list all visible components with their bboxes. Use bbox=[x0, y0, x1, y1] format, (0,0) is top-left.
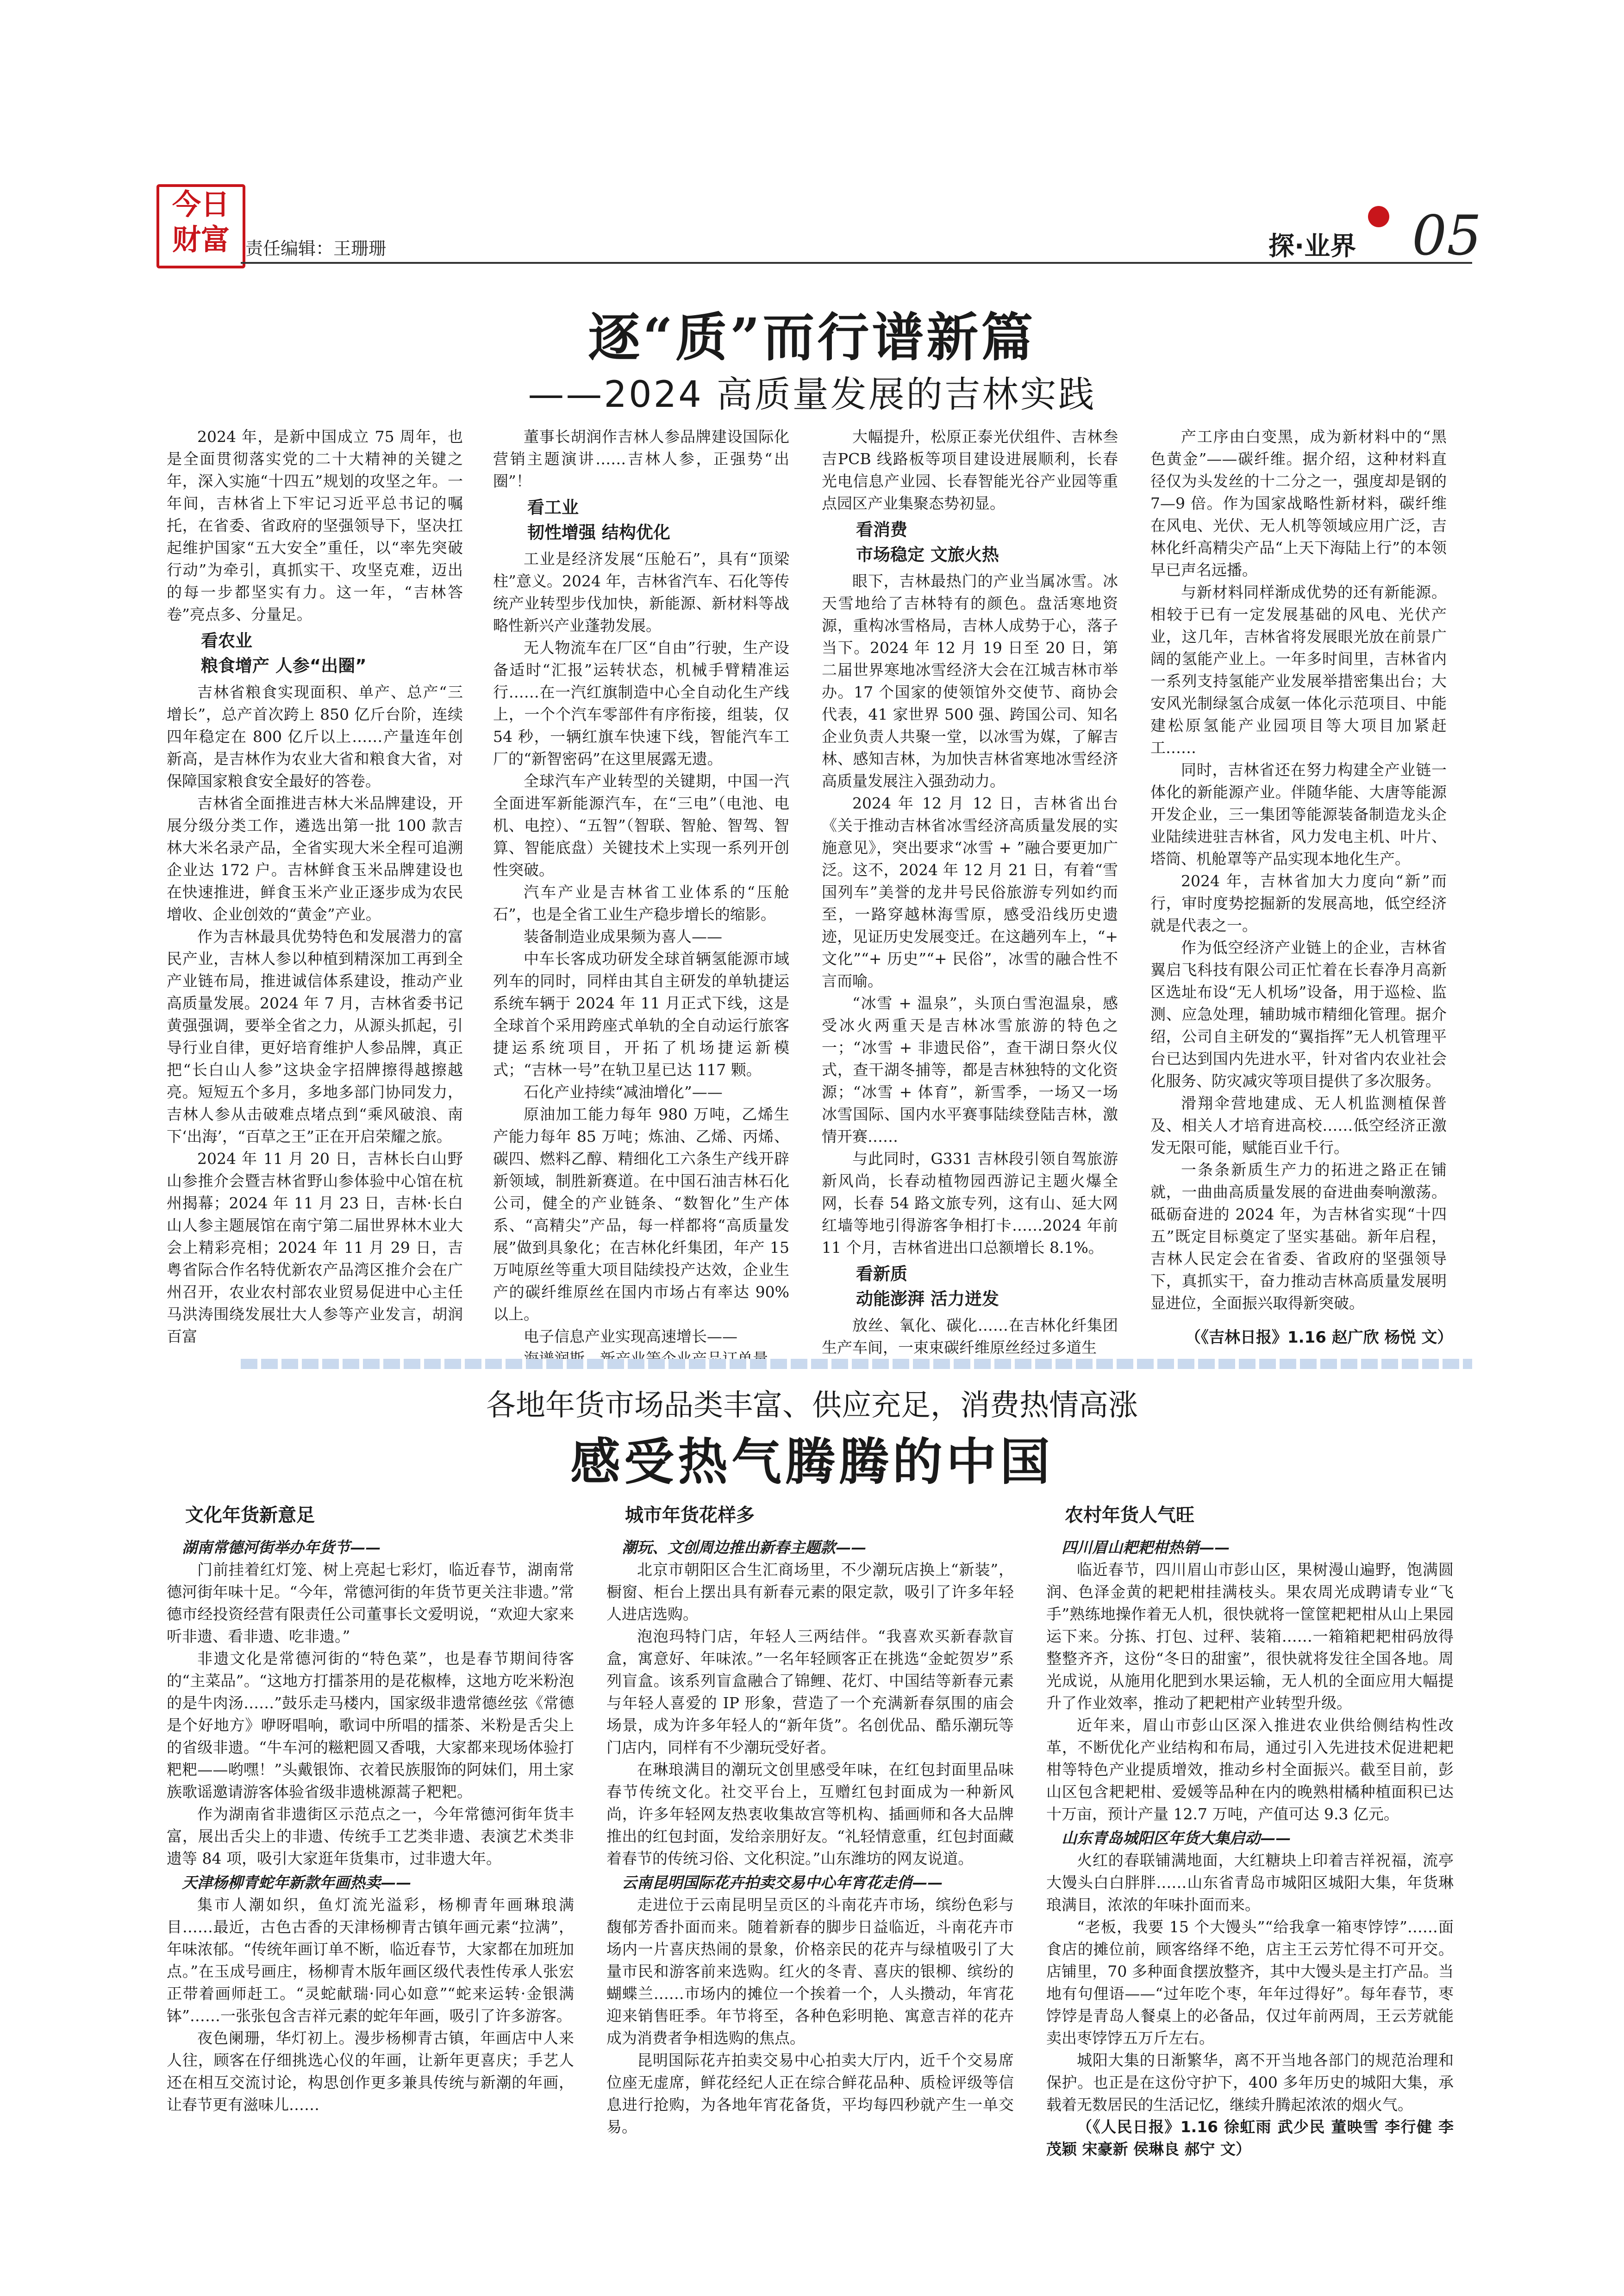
paragraph: 近年来，眉山市彭山区深入推进农业供给侧结构性改革，不断优化产业结构和布局，通过引入先进技术促进耙耙柑等特色产业提质增效，推动乡村全面振兴。截至目前，彭山区包含耙耙柑、爱媛等品种在内的晚熟柑橘种植面积已达十万亩，预计产量 12.7 万吨，产值可达 9.3 亿元。 bbox=[1046, 1716, 1454, 1823]
article1-column-4 bbox=[1150, 426, 1447, 1314]
article2-column-3 bbox=[1046, 1504, 1454, 2160]
subhead: 动能澎湃 活力迸发 bbox=[856, 1289, 999, 1309]
paragraph: 中车长客成功研发全球首辆氢能源市域列车的同时，同样由其自主研发的单轨捷运系统车辆于 2024 年 11 月正式下线，这是全球首个采用跨座式单轨的全自动运行旅客捷运系统项目，开拓了机场捷运新模式；“吉林一号”在轨卫星已达 117 颗。 bbox=[493, 950, 789, 1079]
editor-credit: 责任编辑：王珊珊 bbox=[245, 238, 387, 259]
paragraph: 董事长胡润作吉林人参品牌建设国际化营销主题演讲……吉林人参，正强势“出圈”！ bbox=[493, 428, 789, 490]
paragraph: 2024 年 12 月 12 日，吉林省出台《关于推动吉林省冰雪经济高质量发展的实施意见》，突出要求“冰雪 + ”融合要更加广泛。这不，2024 年 12 月 21 日，有着“雪国列车”美誉的龙井号民俗旅游专列如约而至，一路穿越林海雪原，感受沿线历史遗迹，见证历史发展变迁。在这趟列车上，“+ 文化”“+ 历史”“+ 民俗”，冰雪的融合性不言而喻。 bbox=[822, 794, 1118, 990]
paragraph: 石化产业持续“减油增化”—— bbox=[524, 1083, 723, 1101]
article1-subtitle: ——2024 高质量发展的吉林实践 bbox=[528, 374, 1096, 416]
paragraph: 城阳大集的日渐繁华，离不开当地各部门的规范治理和保护。也正是在这份守护下，400 多年历史的城阳大集，承载着无数居民的生活记忆，继续升腾起浓浓的烟火气。 bbox=[1046, 2051, 1454, 2114]
paragraph: 吉林省粮食实现面积、单产、总产“三增长”，总产首次跨上 850 亿斤台阶，连续四年稳定在 800 亿斤以上……产量连年创新高，是吉林作为农业大省和粮食大省，对保障国家粮食安全最好的答卷。 bbox=[167, 683, 463, 790]
paragraph: 电子信息产业实现高速增长—— bbox=[524, 1327, 737, 1345]
paragraph: 门前挂着红灯笼、树上亮起七彩灯，临近春节，湖南常德河街年味十足。“今年，常德河街的年货节更关注非遗。”常德市经投资经营有限责任公司董事长文爱明说，“欢迎大家来听非遗、看非遗、吃非遗。” bbox=[167, 1561, 574, 1645]
article1-title: 逐“质”而行谱新篇 bbox=[588, 307, 1036, 368]
item-heading: 天津杨柳青蛇年新款年画热卖—— bbox=[182, 1873, 411, 1892]
paragraph: “冰雪 + 温泉”，头顶白雪泡温泉，感受冰火两重天是吉林冰雪旅游的特色之一；“冰雪 + 非遗民俗”，查干湖日祭火仪式，查干湖冬捕等，都是吉林独特的文化资源；“冰雪 + 体育”，新雪季，一场又一场冰雪国际、国内水平赛事陆续登陆吉林，激情开赛…… bbox=[822, 994, 1118, 1145]
paragraph: 临近春节，四川眉山市彭山区，果树漫山遍野，饱满圆润、色泽金黄的耙耙柑挂满枝头。果农周光成聘请专业“飞手”熟练地操作着无人机，很快就将一筐筐耙耙柑从山上果园运下来。分拣、打包、过秤、装箱……一箱箱耙耙柑码放得整整齐齐，这份“冬日的甜蜜”，很快就将发往全国各地。周光成说，从施用化肥到水果运输，无人机的全面应用大幅提升了作业效率，推动了耙耙柑产业转型升级。 bbox=[1046, 1561, 1454, 1712]
paragraph: 作为低空经济产业链上的企业，吉林省翼启飞科技有限公司正忙着在长春净月高新区选址布设“无人机场”设备，用于巡检、监测、应急处理，辅助城市精细化管理。据介绍，公司自主研发的“翼指挥”无人机管理平台已达到国内先进水平，针对省内农业社会化服务、防灾减灾等项目提供了多次服务。 bbox=[1150, 939, 1447, 1090]
subhead: 看农业 bbox=[201, 631, 252, 651]
article1-column-3 bbox=[822, 426, 1118, 1359]
article2-kicker: 各地年货市场品类丰富、供应充足，消费热情高涨 bbox=[486, 1388, 1138, 1423]
paragraph: 汽车产业是吉林省工业体系的“压舱石”，也是全省工业生产稳步增长的缩影。 bbox=[493, 883, 789, 923]
subhead: 看新质 bbox=[856, 1264, 907, 1284]
article2-column-1 bbox=[167, 1504, 574, 2116]
paragraph: 滑翔伞营地建成、无人机监测植保普及、相关人才培育进高校……低空经济正激发无限可能，赋能百业千行。 bbox=[1150, 1094, 1447, 1157]
paragraph: 无人物流车在厂区“自由”行驶，生产设备适时“汇报”运转状态，机械手臂精准运行……在一汽红旗制造中心全自动化生产线上，一个个汽车零部件有序衔接，组装，仅 54 秒，一辆红旗车快速下线，智能汽车工厂的“新智密码”在这里展露无遗。 bbox=[493, 639, 789, 768]
paragraph: 2024 年，是新中国成立 75 周年，也是全面贯彻落实党的二十大精神的关键之年，深入实施“十四五”规划的攻坚之年。一年间，吉林省上下牢记习近平总书记的嘱托，在省委、省政府的坚强领导下，坚决扛起维护国家“五大安全”重任，以“率先突破行动”为牵引，真抓实干、攻坚克难，迈出的每一步都坚实有力。这一年，“吉林答卷”亮点多、分量足。 bbox=[167, 428, 463, 623]
item-heading: 湖南常德河街举办年货节—— bbox=[182, 1538, 381, 1556]
page-number: 05 bbox=[1412, 204, 1482, 268]
item-heading: 山东青岛城阳区年货大集启动—— bbox=[1062, 1829, 1291, 1847]
article1-byline: （《吉林日报》1.16 赵广欣 杨悦 文） bbox=[1185, 1328, 1453, 1347]
article1-column-1 bbox=[167, 426, 463, 1348]
paragraph: 火红的春联铺满地面，大红糖块上印着吉祥祝福，流亭大馒头白白胖胖……山东省青岛市城阳区城阳大集，年货琳琅满目，浓浓的年味扑面而来。 bbox=[1046, 1851, 1454, 1914]
section-label: 探·业界 bbox=[1268, 231, 1356, 261]
paragraph: 集市人潮如织，鱼灯流光溢彩，杨柳青年画琳琅满目……最近，古色古香的天津杨柳青古镇年画元素“拉满”，年味浓郁。“传统年画订单不断，临近春节，大家都在加班加点。”在玉成号画庄，杨柳青木版年画区级代表性传承人张宏正带着画师赶工。“灵蛇献瑞·同心如意”“蛇来运转·金银满钵”……一张张包含吉祥元素的蛇年年画，吸引了许多游客。 bbox=[167, 1896, 574, 2025]
paragraph: 与新材料同样渐成优势的还有新能源。相较于已有一定发展基础的风电、光伏产业，这几年，吉林省将发展眼光放在前景广阔的氢能产业上。一年多时间里，吉林省内一系列支持氢能产业发展举措密集出台；大安风光制绿氢合成氨一体化示范项目、中能建松原氢能产业园项目等大项目加紧赶工…… bbox=[1150, 583, 1447, 757]
paragraph: 昆明国际花卉拍卖交易中心拍卖大厅内，近千个交易席位座无虚席，鲜花经纪人正在综合鲜花品种、质检评级等信息进行抢购，为各地年宵花备货，平均每四秒就产生一单交易。 bbox=[606, 2051, 1014, 2136]
paragraph: 眼下，吉林最热门的产业当属冰雪。冰天雪地给了吉林特有的颜色。盘活寒地资源，重构冰雪格局，吉林人成势于心，落子当下。2024 年 12 月 19 日至 20 日，第二届世界寒地冰雪经济大会在江城吉林市举办。17 个国家的使领馆外交使节、商协会代表，41 家世界 500 强、跨国公司、知名企业负责人共聚一堂，以冰雪为媒，了解吉林、感知吉林，为加快吉林省寒地冰雪经济高质量发展注入强劲动力。 bbox=[822, 572, 1118, 790]
subhead: 粮食增产 人参“出圈” bbox=[201, 656, 367, 676]
subhead: 市场稳定 文旅火热 bbox=[856, 545, 999, 565]
paragraph: 工业是经济发展“压舱石”，具有“顶梁柱”意义。2024 年，吉林省汽车、石化等传统产业转型步伐加快，新能源、新材料等战略性新兴产业蓬勃发展。 bbox=[493, 550, 789, 635]
section-divider bbox=[241, 1359, 1472, 1369]
paragraph: 夜色阑珊，华灯初上。漫步杨柳青古镇，年画店中人来人往，顾客在仔细挑选心仪的年画，让新年更喜庆；手艺人还在相互交流讨论，构思创作更多兼具传统与新潮的年画，让春节更有滋味儿…… bbox=[167, 2029, 574, 2114]
paragraph: 走进位于云南昆明呈贡区的斗南花卉市场，缤纷色彩与馥郁芳香扑面而来。随着新春的脚步日益临近，斗南花卉市场内一片喜庆热闹的景象，价格亲民的花卉与绿植吸引了大量市民和游客前来选购。红火的冬青、喜庆的银柳、缤纷的蝴蝶兰……市场内的摊位一个挨着一个，人头攒动，年宵花迎来销售旺季。年节将至，各种色彩明艳、寓意吉祥的花卉成为消费者争相选购的焦点。 bbox=[606, 1896, 1014, 2047]
paragraph: 吉林省全面推进吉林大米品牌建设，开展分级分类工作，遴选出第一批 100 款吉林大米名录产品，全省实现大米全程可追溯企业达 172 户。吉林鲜食玉米品牌建设也在快速推进，鲜食玉米产业正逐步成为农民增收、企业创效的“黄金”产业。 bbox=[167, 794, 463, 923]
subhead: 看工业 bbox=[527, 498, 579, 517]
paragraph: 2024 年，吉林省加大力度向“新”而行，审时度势挖掘新的发展高地，低空经济就是代表之一。 bbox=[1150, 872, 1447, 934]
paragraph: 大幅提升，松原正泰光伏组件、吉林叁吉PCB 线路板等项目建设进展顺利，长春光电信息产业园、长春智能光谷产业园等重点园区产业集聚态势初显。 bbox=[822, 428, 1118, 512]
section-dot-icon bbox=[1368, 206, 1389, 227]
subhead: 韧性增强 结构优化 bbox=[527, 523, 670, 542]
item-heading: 潮玩、文创周边推出新春主题款—— bbox=[622, 1538, 866, 1556]
paragraph: 作为湖南省非遗街区示范点之一，今年常德河街年货丰富，展出舌尖上的非遗、传统手工艺类非遗、表演艺术类非遗等 84 项，吸引大家逛年货集市，过非遗大年。 bbox=[167, 1805, 574, 1867]
paragraph: 同时，吉林省还在努力构建全产业链一体化的新能源产业。伴随华能、大唐等能源开发企业，三一集团等能源装备制造龙头企业陆续进驻吉林省，风力发电主机、叶片、塔筒、机舱罩等产品实现本地化生产。 bbox=[1150, 761, 1447, 868]
article2-title: 感受热气腾腾的中国 bbox=[570, 1433, 1054, 1491]
column-heading: 农村年货人气旺 bbox=[1065, 1505, 1194, 1526]
paragraph: 一条条新质生产力的拓进之路正在铺就，一曲曲高质量发展的奋进曲奏响激荡。砥砺奋进的 2024 年，为吉林省实现“十四五”既定目标奠定了坚实基础。新年启程，吉林人民定会在省委、省政府的坚强领导下，真抓实干，奋力推动吉林高质量发展明显进位，全面振兴取得新突破。 bbox=[1150, 1161, 1447, 1312]
paragraph: “老板，我要 15 个大馒头”“给我拿一箱枣饽饽”……面食店的摊位前，顾客络绎不绝，店主王云芳忙得不可开交。店铺里，70 多种面食摆放整齐，其中大馒头是主打产品。当地有句俚语——“过年吃个枣，年年过得好”。每年春节，枣饽饽是青岛人餐桌上的必备品，仅过年前两周，王云芳就能卖出枣饽饽五万斤左右。 bbox=[1046, 1918, 1454, 2047]
item-heading: 四川眉山耙耙柑热销—— bbox=[1062, 1538, 1230, 1556]
paragraph: 产工序由白变黑，成为新材料中的“黑色黄金”——碳纤维。据介绍，这种材料直径仅为头发丝的十二分之一，强度却是钢的 7—9 倍。作为国家战略性新材料，碳纤维在风电、光伏、无人机等领域应用广泛，吉林化纤高精尖产品“上天下海陆上行”的本领早已声名远播。 bbox=[1150, 428, 1447, 579]
paragraph: 2024 年 11 月 20 日，吉林长白山野山参推介会暨吉林省野山参体验中心馆在杭州揭幕；2024 年 11 月 23 日，吉林·长白山人参主题展馆在南宁第二届世界林木业大会上精彩亮相；2024 年 11 月 29 日，吉粤省际合作名特优新农产品湾区推介会在广州召开，农业农村部农业贸易促进中心主任马洪涛围绕发展壮大人参等产业发言，胡润百富 bbox=[167, 1150, 463, 1345]
paragraph: 非遗文化是常德河街的“特色菜”，也是春节期间待客的“主菜品”。“这地方打擂茶用的是花椒棒，这地方吃米粉泡的是牛肉汤……”鼓乐走马楼内，国家级非遗常德丝弦《常德是个好地方》咿呀唱响，歌词中所唱的擂茶、米粉是舌尖上的省级非遗。“牛车河的糍粑圆又香哦，大家都来现场体验打粑粑——哟嘿！”头戴银饰、衣着民族服饰的阿妹们，用土家族歌谣邀请游客体验省级非遗桃源蒿子粑粑。 bbox=[167, 1649, 574, 1801]
subhead: 看消费 bbox=[856, 520, 907, 540]
item-heading: 云南昆明国际花卉拍卖交易中心年宵花走俏—— bbox=[622, 1873, 943, 1892]
paragraph: 放丝、氧化、碳化……在吉林化纤集团生产车间，一束束碳纤维原丝经过多道生 bbox=[822, 1316, 1118, 1356]
paragraph: 原油加工能力每年 980 万吨，乙烯生产能力每年 85 万吨；炼油、乙烯、丙烯、碳四、燃料乙醇、精细化工六条生产线开辟新领域，制胜新赛道。在中国石油吉林石化公司，健全的产业链条、“数智化”生产体系、“高精尖”产品，每一样都将“高质量发展”做到具象化；在吉林化纤集团，年产 15 万吨原丝等重大项目陆续投产达效，企业生产的碳纤维原丝在国内市场占有率达 90%以上。 bbox=[493, 1105, 789, 1323]
paragraph: 与此同时，G331 吉林段引领自驾旅游新风尚，长春动植物园西游记主题火爆全网，长春 54 路文旅专列，这有山、延大网红墙等地引得游客争相打卡……2024 年前 11 个月，吉林省进出口总额增长 8.1%。 bbox=[822, 1150, 1118, 1257]
column-heading: 文化年货新意足 bbox=[185, 1505, 315, 1526]
paragraph: 北京市朝阳区合生汇商场里，不少潮玩店换上“新装”，橱窗、柜台上摆出具有新春元素的限定款，吸引了许多年轻人进店选购。 bbox=[606, 1561, 1014, 1623]
paragraph: 泡泡玛特门店，年轻人三两结伴。“我喜欢买新春款盲盒，寓意好、年味浓。”一名年轻顾客正在挑选“金蛇贺岁”系列盲盒。该系列盲盒融合了锦鲤、花灯、中国结等新春元素与年轻人喜爱的 IP 形象，营造了一个充满新春氛围的庙会场景，成为许多年轻人的“新年货”。名创优品、酷乐潮玩等门店内，同样有不少潮玩受好者。 bbox=[606, 1627, 1014, 1756]
article2-column-2 bbox=[606, 1504, 1014, 2138]
column-heading: 城市年货花样多 bbox=[625, 1505, 755, 1526]
newspaper-logo: 今日财富 bbox=[156, 184, 245, 268]
paragraph: 作为吉林最具优势特色和发展潜力的富民产业，吉林人参以种植到精深加工再到全产业链布局，推进诚信体系建设，推动产业高质量发展。2024 年 7 月，吉林省委书记黄强强调，要举全省之力，从源头抓起，引导行业自律，更好培育维护人参品牌，真正把“长白山人参”这块金字招牌擦得越擦越亮。短短五个多月，多地多部门协同发力，吉林人参从击破难点堵点到“乘风破浪、南下‘出海’，“百草之王”正在开启荣耀之旅。 bbox=[167, 927, 463, 1145]
paragraph: 全球汽车产业转型的关键期，中国一汽全面进军新能源汽车，在“三电”（电池、电机、电控）、“五智”（智联、智舱、智驾、智算、智能底盘）关键技术上实现一系列开创性突破。 bbox=[493, 772, 789, 879]
paragraph: 装备制造业成果频为喜人—— bbox=[524, 927, 722, 946]
paragraph: 在琳琅满目的潮玩文创里感受年味，在红包封面里品味春节传统文化。社交平台上，互赠红包封面成为一种新风尚，许多年轻网友热衷收集故宫等机构、插画师和各大品牌推出的红包封面，发给亲朋好友。“礼轻情意重，红包封面藏着春节的传统习俗、文化积淀。”山东潍坊的网友说道。 bbox=[606, 1761, 1014, 1867]
article1-column-2 bbox=[493, 426, 789, 1370]
article2-byline: （《人民日报》1.16 徐虹雨 武少民 董映雪 李行健 李茂颖 宋豪新 侯琳良 郝宁 文） bbox=[1046, 2118, 1454, 2158]
